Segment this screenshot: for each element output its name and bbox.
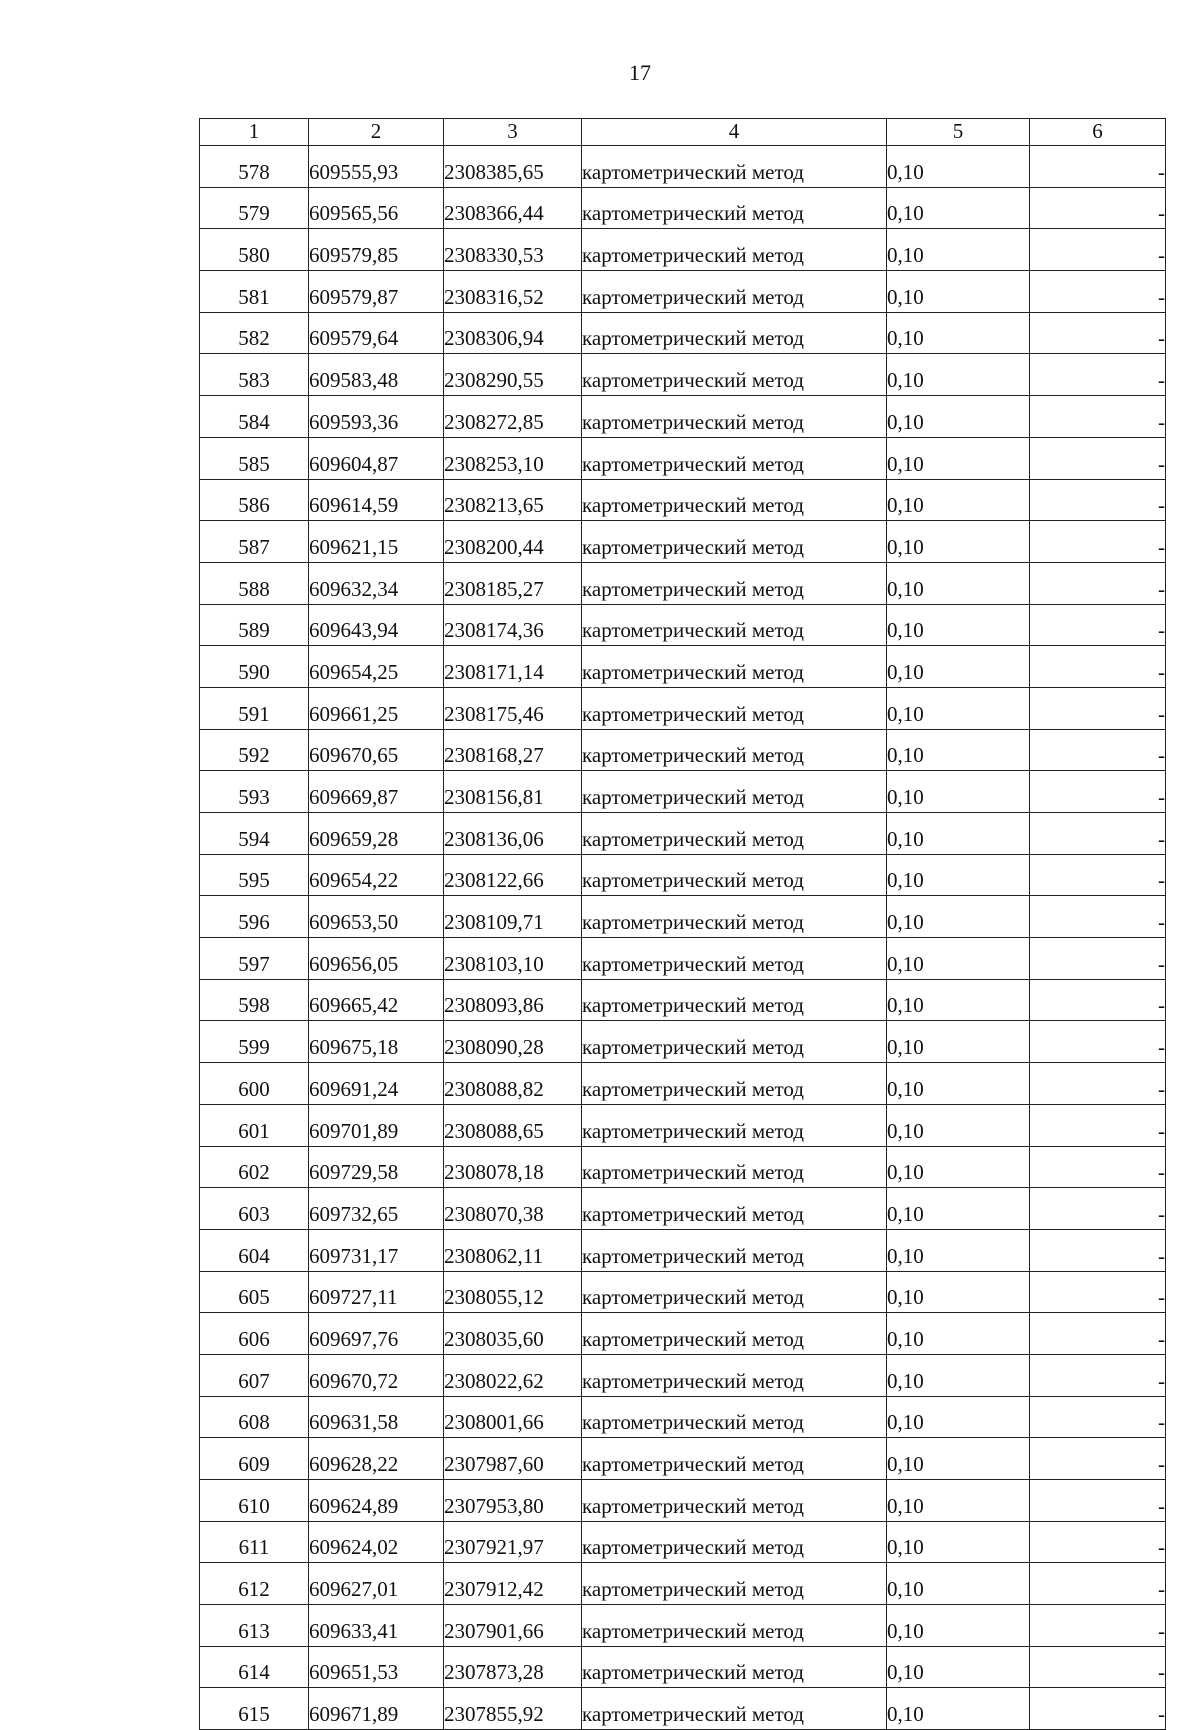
table-row	[200, 1563, 1166, 1605]
column-header-6: 6	[1030, 119, 1166, 146]
method-cell: картометрический метод	[582, 979, 887, 1021]
x-coordinate-cell: 609633,41	[309, 1605, 444, 1647]
point-number-cell: 609	[200, 1438, 309, 1480]
note-cell: -	[1030, 938, 1166, 980]
method-cell: картометрический метод	[582, 1646, 887, 1688]
note-cell: -	[1030, 646, 1166, 688]
accuracy-cell: 0,10	[887, 1229, 1030, 1271]
method-cell: картометрический метод	[582, 1063, 887, 1105]
point-number-cell: 615	[200, 1688, 309, 1730]
x-coordinate-cell: 609654,25	[309, 646, 444, 688]
note-cell: -	[1030, 229, 1166, 271]
method-cell: картометрический метод	[582, 1438, 887, 1480]
y-coordinate-cell: 2307901,66	[444, 1605, 582, 1647]
y-coordinate-cell: 2308109,71	[444, 896, 582, 938]
note-cell: -	[1030, 729, 1166, 771]
method-cell: картометрический метод	[582, 437, 887, 479]
table-row	[200, 229, 1166, 271]
y-coordinate-cell: 2308185,27	[444, 562, 582, 604]
accuracy-cell: 0,10	[887, 354, 1030, 396]
coordinates-table	[199, 118, 1166, 1730]
x-coordinate-cell: 609643,94	[309, 604, 444, 646]
method-cell: картометрический метод	[582, 896, 887, 938]
x-coordinate-cell: 609675,18	[309, 1021, 444, 1063]
y-coordinate-cell: 2308093,86	[444, 979, 582, 1021]
x-coordinate-cell: 609731,17	[309, 1229, 444, 1271]
x-coordinate-cell: 609651,53	[309, 1646, 444, 1688]
accuracy-cell: 0,10	[887, 271, 1030, 313]
method-cell: картометрический метод	[582, 187, 887, 229]
method-cell: картометрический метод	[582, 813, 887, 855]
method-cell: картометрический метод	[582, 854, 887, 896]
table-row	[200, 1396, 1166, 1438]
x-coordinate-cell: 609670,65	[309, 729, 444, 771]
point-number-cell: 598	[200, 979, 309, 1021]
point-number-cell: 607	[200, 1354, 309, 1396]
column-header-3: 3	[444, 119, 582, 146]
method-cell: картометрический метод	[582, 1104, 887, 1146]
method-cell: картометрический метод	[582, 1313, 887, 1355]
table-row	[200, 1146, 1166, 1188]
x-coordinate-cell: 609654,22	[309, 854, 444, 896]
accuracy-cell: 0,10	[887, 229, 1030, 271]
accuracy-cell: 0,10	[887, 646, 1030, 688]
table-row	[200, 1646, 1166, 1688]
header-row	[200, 119, 1166, 146]
note-cell: -	[1030, 1021, 1166, 1063]
x-coordinate-cell: 609555,93	[309, 146, 444, 188]
point-number-cell: 600	[200, 1063, 309, 1105]
table-row	[200, 854, 1166, 896]
accuracy-cell: 0,10	[887, 1104, 1030, 1146]
accuracy-cell: 0,10	[887, 604, 1030, 646]
y-coordinate-cell: 2308385,65	[444, 146, 582, 188]
x-coordinate-cell: 609697,76	[309, 1313, 444, 1355]
table-row	[200, 1063, 1166, 1105]
x-coordinate-cell: 609670,72	[309, 1354, 444, 1396]
table-row	[200, 1521, 1166, 1563]
y-coordinate-cell: 2308316,52	[444, 271, 582, 313]
point-number-cell: 578	[200, 146, 309, 188]
accuracy-cell: 0,10	[887, 1605, 1030, 1647]
y-coordinate-cell: 2307873,28	[444, 1646, 582, 1688]
note-cell: -	[1030, 1063, 1166, 1105]
method-cell: картометрический метод	[582, 1188, 887, 1230]
point-number-cell: 584	[200, 396, 309, 438]
method-cell: картометрический метод	[582, 1229, 887, 1271]
method-cell: картометрический метод	[582, 354, 887, 396]
point-number-cell: 603	[200, 1188, 309, 1230]
y-coordinate-cell: 2308174,36	[444, 604, 582, 646]
accuracy-cell: 0,10	[887, 312, 1030, 354]
y-coordinate-cell: 2308103,10	[444, 938, 582, 980]
x-coordinate-cell: 609579,87	[309, 271, 444, 313]
y-coordinate-cell: 2308001,66	[444, 1396, 582, 1438]
method-cell: картометрический метод	[582, 1271, 887, 1313]
y-coordinate-cell: 2307855,92	[444, 1688, 582, 1730]
method-cell: картометрический метод	[582, 562, 887, 604]
accuracy-cell: 0,10	[887, 687, 1030, 729]
note-cell: -	[1030, 437, 1166, 479]
table-row	[200, 1188, 1166, 1230]
x-coordinate-cell: 609701,89	[309, 1104, 444, 1146]
note-cell: -	[1030, 1646, 1166, 1688]
accuracy-cell: 0,10	[887, 1396, 1030, 1438]
table-row	[200, 479, 1166, 521]
method-cell: картометрический метод	[582, 1605, 887, 1647]
accuracy-cell: 0,10	[887, 1188, 1030, 1230]
table-row	[200, 1354, 1166, 1396]
table-row	[200, 896, 1166, 938]
table-row	[200, 271, 1166, 313]
column-header-5: 5	[887, 119, 1030, 146]
note-cell: -	[1030, 1104, 1166, 1146]
x-coordinate-cell: 609579,85	[309, 229, 444, 271]
accuracy-cell: 0,10	[887, 562, 1030, 604]
method-cell: картометрический метод	[582, 604, 887, 646]
y-coordinate-cell: 2308022,62	[444, 1354, 582, 1396]
x-coordinate-cell: 609691,24	[309, 1063, 444, 1105]
note-cell: -	[1030, 771, 1166, 813]
accuracy-cell: 0,10	[887, 1271, 1030, 1313]
method-cell: картометрический метод	[582, 479, 887, 521]
table-row	[200, 729, 1166, 771]
note-cell: -	[1030, 1438, 1166, 1480]
method-cell: картометрический метод	[582, 1521, 887, 1563]
table-row	[200, 354, 1166, 396]
accuracy-cell: 0,10	[887, 1688, 1030, 1730]
table-row	[200, 646, 1166, 688]
note-cell: -	[1030, 1354, 1166, 1396]
table-row	[200, 437, 1166, 479]
y-coordinate-cell: 2307987,60	[444, 1438, 582, 1480]
table-row	[200, 521, 1166, 563]
table-row	[200, 771, 1166, 813]
page-number: 17	[629, 60, 651, 85]
y-coordinate-cell: 2308156,81	[444, 771, 582, 813]
accuracy-cell: 0,10	[887, 1313, 1030, 1355]
accuracy-cell: 0,10	[887, 1354, 1030, 1396]
point-number-cell: 591	[200, 687, 309, 729]
method-cell: картометрический метод	[582, 271, 887, 313]
accuracy-cell: 0,10	[887, 187, 1030, 229]
note-cell: -	[1030, 979, 1166, 1021]
note-cell: -	[1030, 271, 1166, 313]
x-coordinate-cell: 609631,58	[309, 1396, 444, 1438]
point-number-cell: 585	[200, 437, 309, 479]
x-coordinate-cell: 609624,89	[309, 1480, 444, 1522]
point-number-cell: 614	[200, 1646, 309, 1688]
column-header-2: 2	[309, 119, 444, 146]
y-coordinate-cell: 2308062,11	[444, 1229, 582, 1271]
note-cell: -	[1030, 1146, 1166, 1188]
method-cell: картометрический метод	[582, 521, 887, 563]
y-coordinate-cell: 2308366,44	[444, 187, 582, 229]
point-number-cell: 582	[200, 312, 309, 354]
accuracy-cell: 0,10	[887, 146, 1030, 188]
x-coordinate-cell: 609632,34	[309, 562, 444, 604]
note-cell: -	[1030, 1688, 1166, 1730]
point-number-cell: 596	[200, 896, 309, 938]
note-cell: -	[1030, 1521, 1166, 1563]
method-cell: картометрический метод	[582, 312, 887, 354]
accuracy-cell: 0,10	[887, 896, 1030, 938]
table-row	[200, 396, 1166, 438]
x-coordinate-cell: 609729,58	[309, 1146, 444, 1188]
method-cell: картометрический метод	[582, 938, 887, 980]
accuracy-cell: 0,10	[887, 979, 1030, 1021]
method-cell: картометрический метод	[582, 1354, 887, 1396]
point-number-cell: 588	[200, 562, 309, 604]
point-number-cell: 611	[200, 1521, 309, 1563]
accuracy-cell: 0,10	[887, 1021, 1030, 1063]
point-number-cell: 589	[200, 604, 309, 646]
note-cell: -	[1030, 1605, 1166, 1647]
point-number-cell: 599	[200, 1021, 309, 1063]
accuracy-cell: 0,10	[887, 729, 1030, 771]
method-cell: картометрический метод	[582, 396, 887, 438]
table-row	[200, 1480, 1166, 1522]
x-coordinate-cell: 609653,50	[309, 896, 444, 938]
note-cell: -	[1030, 813, 1166, 855]
x-coordinate-cell: 609732,65	[309, 1188, 444, 1230]
x-coordinate-cell: 609669,87	[309, 771, 444, 813]
note-cell: -	[1030, 146, 1166, 188]
method-cell: картометрический метод	[582, 771, 887, 813]
method-cell: картометрический метод	[582, 229, 887, 271]
note-cell: -	[1030, 1271, 1166, 1313]
y-coordinate-cell: 2308171,14	[444, 646, 582, 688]
y-coordinate-cell: 2308136,06	[444, 813, 582, 855]
x-coordinate-cell: 609565,56	[309, 187, 444, 229]
x-coordinate-cell: 609604,87	[309, 437, 444, 479]
x-coordinate-cell: 609627,01	[309, 1563, 444, 1605]
y-coordinate-cell: 2308088,65	[444, 1104, 582, 1146]
accuracy-cell: 0,10	[887, 1146, 1030, 1188]
note-cell: -	[1030, 687, 1166, 729]
point-number-cell: 602	[200, 1146, 309, 1188]
note-cell: -	[1030, 1229, 1166, 1271]
point-number-cell: 594	[200, 813, 309, 855]
accuracy-cell: 0,10	[887, 1480, 1030, 1522]
y-coordinate-cell: 2308078,18	[444, 1146, 582, 1188]
y-coordinate-cell: 2308306,94	[444, 312, 582, 354]
point-number-cell: 583	[200, 354, 309, 396]
method-cell: картометрический метод	[582, 1021, 887, 1063]
y-coordinate-cell: 2308200,44	[444, 521, 582, 563]
table-row	[200, 1313, 1166, 1355]
y-coordinate-cell: 2308175,46	[444, 687, 582, 729]
method-cell: картометрический метод	[582, 646, 887, 688]
note-cell: -	[1030, 396, 1166, 438]
x-coordinate-cell: 609659,28	[309, 813, 444, 855]
table-row	[200, 562, 1166, 604]
accuracy-cell: 0,10	[887, 1563, 1030, 1605]
point-number-cell: 595	[200, 854, 309, 896]
note-cell: -	[1030, 354, 1166, 396]
note-cell: -	[1030, 479, 1166, 521]
point-number-cell: 612	[200, 1563, 309, 1605]
x-coordinate-cell: 609656,05	[309, 938, 444, 980]
point-number-cell: 581	[200, 271, 309, 313]
table-row	[200, 1271, 1166, 1313]
x-coordinate-cell: 609624,02	[309, 1521, 444, 1563]
method-cell: картометрический метод	[582, 687, 887, 729]
table-row	[200, 1438, 1166, 1480]
table-row	[200, 687, 1166, 729]
table-row	[200, 146, 1166, 188]
method-cell: картометрический метод	[582, 1480, 887, 1522]
y-coordinate-cell: 2308290,55	[444, 354, 582, 396]
x-coordinate-cell: 609661,25	[309, 687, 444, 729]
y-coordinate-cell: 2307912,42	[444, 1563, 582, 1605]
table-body	[200, 146, 1166, 1730]
x-coordinate-cell: 609621,15	[309, 521, 444, 563]
point-number-cell: 597	[200, 938, 309, 980]
y-coordinate-cell: 2308055,12	[444, 1271, 582, 1313]
accuracy-cell: 0,10	[887, 521, 1030, 563]
table-row	[200, 1104, 1166, 1146]
accuracy-cell: 0,10	[887, 854, 1030, 896]
column-header-4: 4	[582, 119, 887, 146]
y-coordinate-cell: 2308070,38	[444, 1188, 582, 1230]
accuracy-cell: 0,10	[887, 1438, 1030, 1480]
method-cell: картометрический метод	[582, 1688, 887, 1730]
note-cell: -	[1030, 562, 1166, 604]
accuracy-cell: 0,10	[887, 771, 1030, 813]
x-coordinate-cell: 609579,64	[309, 312, 444, 354]
point-number-cell: 579	[200, 187, 309, 229]
x-coordinate-cell: 609593,36	[309, 396, 444, 438]
point-number-cell: 590	[200, 646, 309, 688]
note-cell: -	[1030, 521, 1166, 563]
note-cell: -	[1030, 1313, 1166, 1355]
note-cell: -	[1030, 312, 1166, 354]
x-coordinate-cell: 609583,48	[309, 354, 444, 396]
point-number-cell: 610	[200, 1480, 309, 1522]
y-coordinate-cell: 2308122,66	[444, 854, 582, 896]
method-cell: картометрический метод	[582, 1563, 887, 1605]
table-header	[200, 119, 1166, 146]
method-cell: картометрический метод	[582, 1396, 887, 1438]
x-coordinate-cell: 609665,42	[309, 979, 444, 1021]
y-coordinate-cell: 2308213,65	[444, 479, 582, 521]
y-coordinate-cell: 2308253,10	[444, 437, 582, 479]
column-header-1: 1	[200, 119, 309, 146]
note-cell: -	[1030, 1188, 1166, 1230]
point-number-cell: 587	[200, 521, 309, 563]
note-cell: -	[1030, 187, 1166, 229]
y-coordinate-cell: 2308088,82	[444, 1063, 582, 1105]
point-number-cell: 608	[200, 1396, 309, 1438]
accuracy-cell: 0,10	[887, 437, 1030, 479]
table-row	[200, 813, 1166, 855]
point-number-cell: 592	[200, 729, 309, 771]
accuracy-cell: 0,10	[887, 1521, 1030, 1563]
note-cell: -	[1030, 1563, 1166, 1605]
point-number-cell: 613	[200, 1605, 309, 1647]
table-row	[200, 187, 1166, 229]
note-cell: -	[1030, 1480, 1166, 1522]
note-cell: -	[1030, 854, 1166, 896]
table-row	[200, 1229, 1166, 1271]
note-cell: -	[1030, 1396, 1166, 1438]
accuracy-cell: 0,10	[887, 938, 1030, 980]
point-number-cell: 586	[200, 479, 309, 521]
y-coordinate-cell: 2308035,60	[444, 1313, 582, 1355]
x-coordinate-cell: 609727,11	[309, 1271, 444, 1313]
accuracy-cell: 0,10	[887, 1063, 1030, 1105]
table-row	[200, 1688, 1166, 1730]
y-coordinate-cell: 2308272,85	[444, 396, 582, 438]
accuracy-cell: 0,10	[887, 1646, 1030, 1688]
y-coordinate-cell: 2308330,53	[444, 229, 582, 271]
method-cell: картометрический метод	[582, 729, 887, 771]
y-coordinate-cell: 2307953,80	[444, 1480, 582, 1522]
note-cell: -	[1030, 896, 1166, 938]
point-number-cell: 606	[200, 1313, 309, 1355]
method-cell: картометрический метод	[582, 146, 887, 188]
table-row	[200, 938, 1166, 980]
table-row	[200, 979, 1166, 1021]
accuracy-cell: 0,10	[887, 479, 1030, 521]
x-coordinate-cell: 609614,59	[309, 479, 444, 521]
accuracy-cell: 0,10	[887, 813, 1030, 855]
x-coordinate-cell: 609628,22	[309, 1438, 444, 1480]
accuracy-cell: 0,10	[887, 396, 1030, 438]
table-row	[200, 1605, 1166, 1647]
point-number-cell: 593	[200, 771, 309, 813]
table-row	[200, 1021, 1166, 1063]
point-number-cell: 601	[200, 1104, 309, 1146]
x-coordinate-cell: 609671,89	[309, 1688, 444, 1730]
point-number-cell: 580	[200, 229, 309, 271]
point-number-cell: 604	[200, 1229, 309, 1271]
y-coordinate-cell: 2308168,27	[444, 729, 582, 771]
table-row	[200, 312, 1166, 354]
method-cell: картометрический метод	[582, 1146, 887, 1188]
y-coordinate-cell: 2308090,28	[444, 1021, 582, 1063]
y-coordinate-cell: 2307921,97	[444, 1521, 582, 1563]
note-cell: -	[1030, 604, 1166, 646]
table-row	[200, 604, 1166, 646]
point-number-cell: 605	[200, 1271, 309, 1313]
